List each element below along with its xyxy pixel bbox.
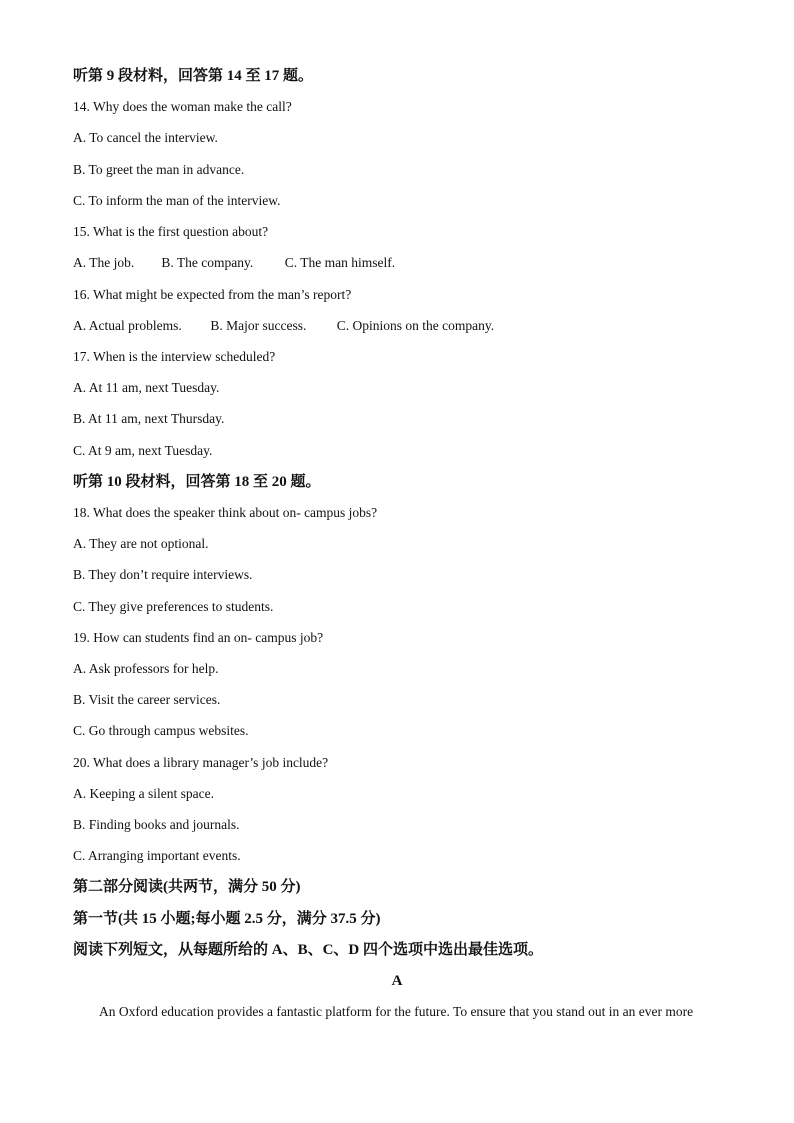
question-15-option-b: B. The company. [161,255,254,270]
section-9-heading: 听第 9 段材料，回答第 14 至 17 题。 [73,68,314,84]
question-18-option-b: B. They don’t require interviews. [73,567,253,582]
question-17-stem: 17. When is the interview scheduled? [73,349,276,364]
question-15-option-a: A. The job. [73,255,135,270]
question-14-option-a: A. To cancel the interview. [73,130,218,145]
question-19-option-b: B. Visit the career services. [73,692,221,707]
question-16-option-c: C. Opinions on the company. [336,318,495,333]
question-18-option-a: A. They are not optional. [73,536,209,551]
question-17-option-b: B. At 11 am, next Thursday. [73,411,225,426]
question-19-option-a: A. Ask professors for help. [73,661,219,676]
question-17-option-c: C. At 9 am, next Tuesday. [73,443,213,458]
question-20-stem: 20. What does a library manager’s job include? [73,755,329,770]
question-15-options [73,255,395,271]
question-15-stem: 15. What is the first question about? [73,224,269,239]
section-10-heading: 听第 10 段材料，回答第 18 至 20 题。 [73,474,321,490]
question-19-option-c: C. Go through campus websites. [73,723,249,738]
question-14-option-c: C. To inform the man of the interview. [73,193,281,208]
question-20-option-c: C. Arranging important events. [73,848,241,863]
question-16-options [73,318,494,334]
question-15-option-c: C. The man himself. [284,255,396,270]
question-16-option-a: A. Actual problems. [73,318,182,333]
reading-instruction: 阅读下列短文，从每题所给的 A、B、C、D 四个选项中选出最佳选项。 [73,942,544,958]
question-14-stem: 14. Why does the woman make the call? [73,99,292,114]
question-20-option-b: B. Finding books and journals. [73,817,240,832]
question-16-stem: 16. What might be expected from the man’s report? [73,287,352,302]
question-14-option-b: B. To greet the man in advance. [73,162,245,177]
question-19-stem: 19. How can students find an on- campus job? [73,630,324,645]
part-2-subheading: 第一节(共 15 小题;每小题 2.5 分，满分 37.5 分) [73,911,381,927]
passage-text: An Oxford education provides a fantastic platform for the future. To ensure that you stand out in an ever more [99,1004,694,1019]
question-17-option-a: A. At 11 am, next Tuesday. [73,380,220,395]
question-16-option-b: B. Major success. [210,318,307,333]
question-18-stem: 18. What does the speaker think about on- campus jobs? [73,505,378,520]
question-20-option-a: A. Keeping a silent space. [73,786,214,801]
passage-label: A [391,973,403,989]
part-2-heading: 第二部分阅读(共两节，满分 50 分) [73,879,301,895]
question-18-option-c: C. They give preferences to students. [73,599,274,614]
